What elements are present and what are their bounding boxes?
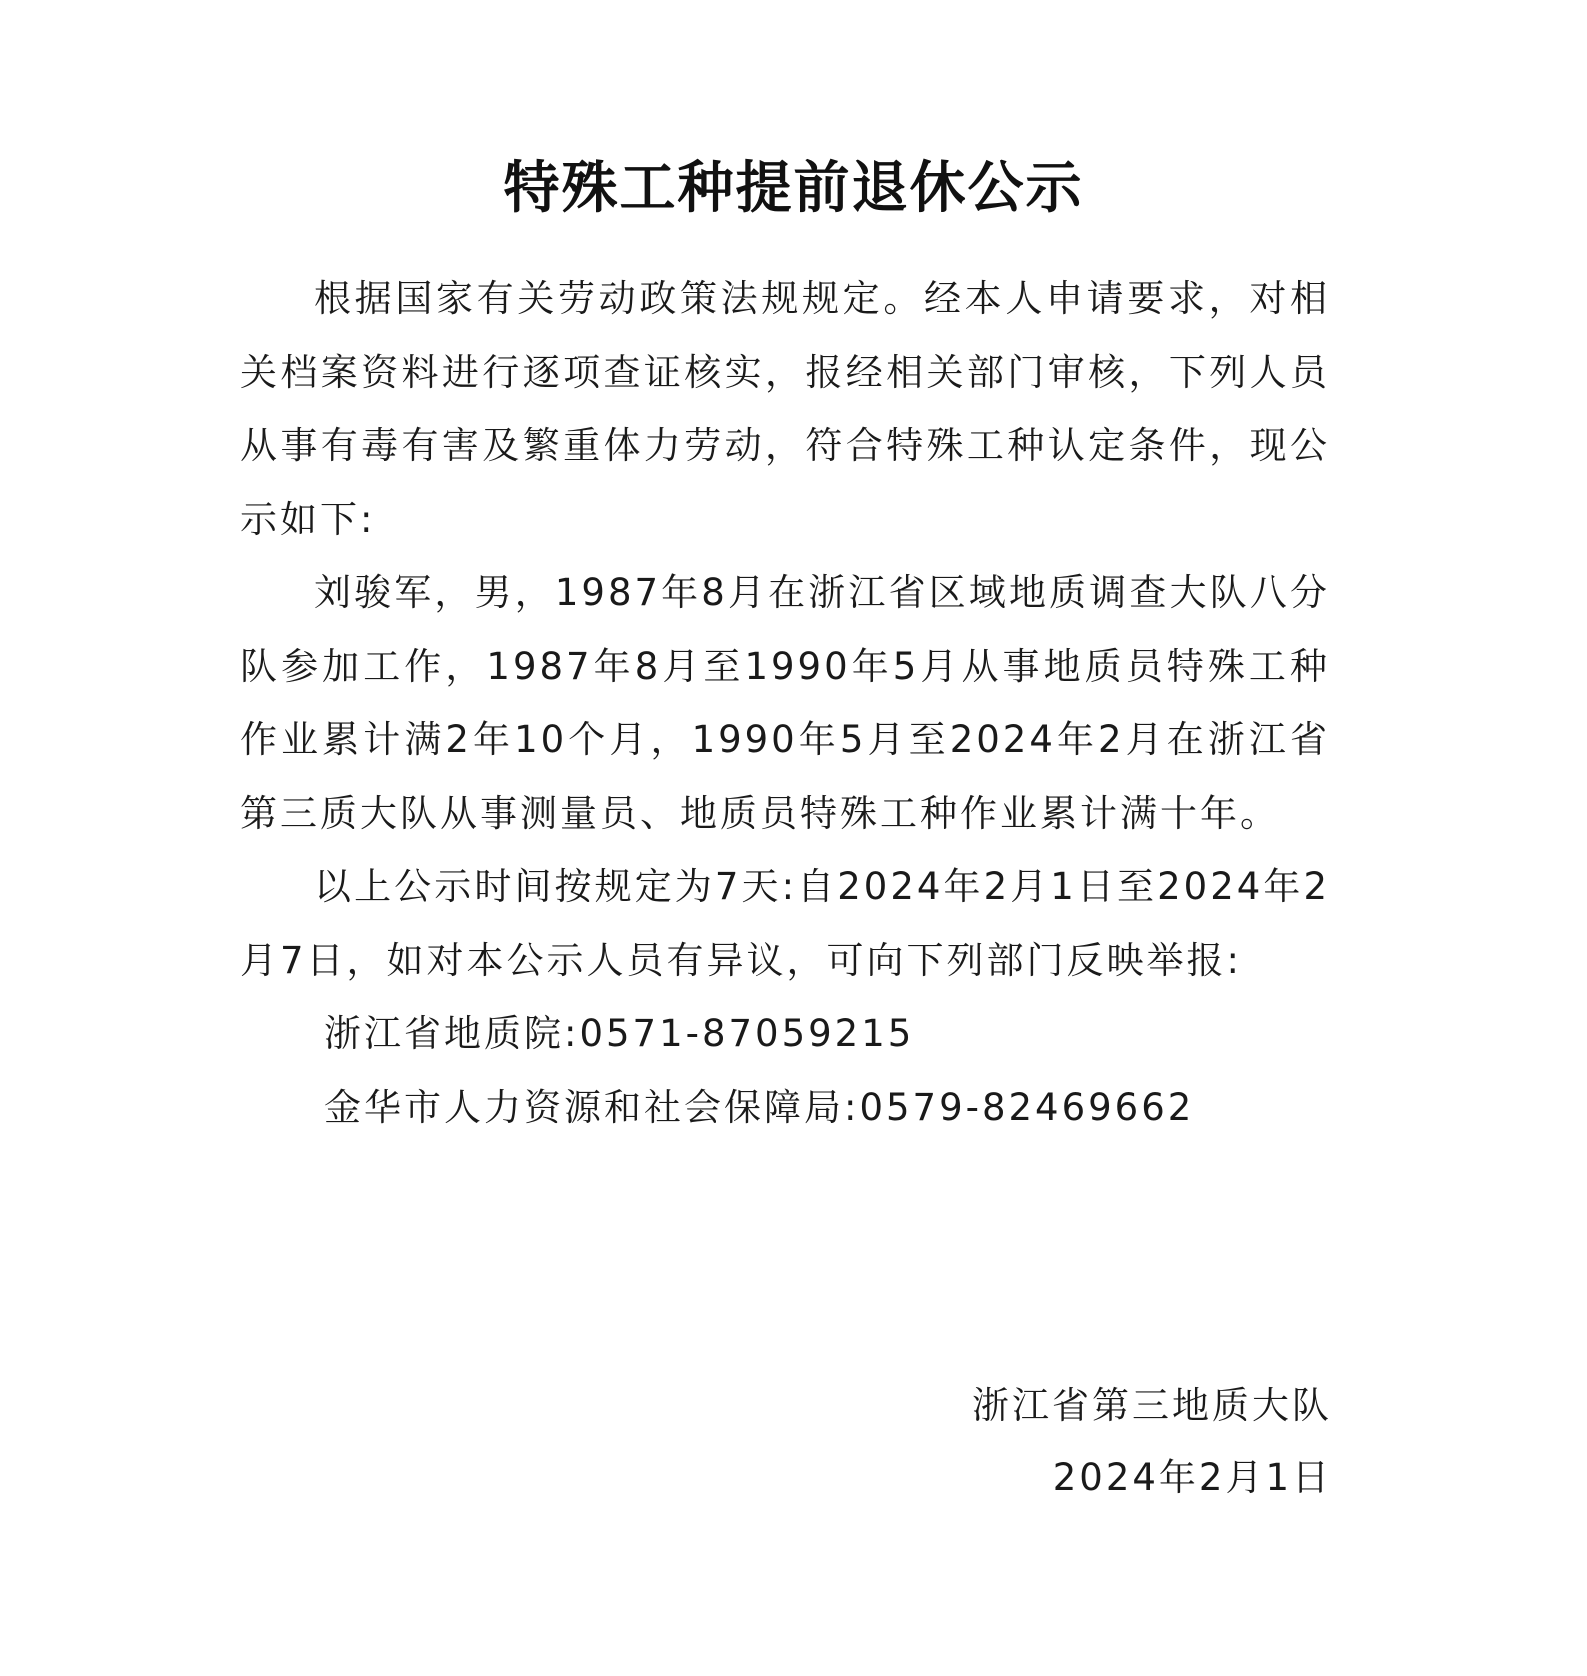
notice-title: 特殊工种提前退休公示 xyxy=(503,155,1084,221)
signature-date: 2024年2月1日 xyxy=(1052,1456,1332,1499)
notice-body xyxy=(240,262,1330,1144)
signature-organization: 浙江省第三地质大队 xyxy=(972,1384,1332,1427)
paragraph-person: 刘骏军，男，1987年8月在浙江省区域地质调查大队八分队参加工作，1987年8月至1990年5月从事地质员特殊工种作业累计满2年10个月，1990年5月至2024年2月在浙江省第三质大队从事测量员、地质员特殊工种作业累计满十年。 xyxy=(240,571,1330,835)
paragraph-period: 以上公示时间按规定为7天:自2024年2月1日至2024年2月7日，如对本公示人员有异议，可向下列部门反映举报: xyxy=(240,865,1330,982)
contact-hr-bureau: 金华市人力资源和社会保障局:0579-82469662 xyxy=(324,1085,1195,1129)
paragraph-policy: 根据国家有关劳动政策法规规定。经本人申请要求，对相关档案资料进行逐项查证核实，报经相关部门审核，下列人员从事有毒有害及繁重体力劳动，符合特殊工种认定条件，现公示如下: xyxy=(240,277,1330,541)
signature-block xyxy=(972,1370,1332,1514)
contact-geology-institute: 浙江省地质院:0571-87059215 xyxy=(324,1012,915,1055)
